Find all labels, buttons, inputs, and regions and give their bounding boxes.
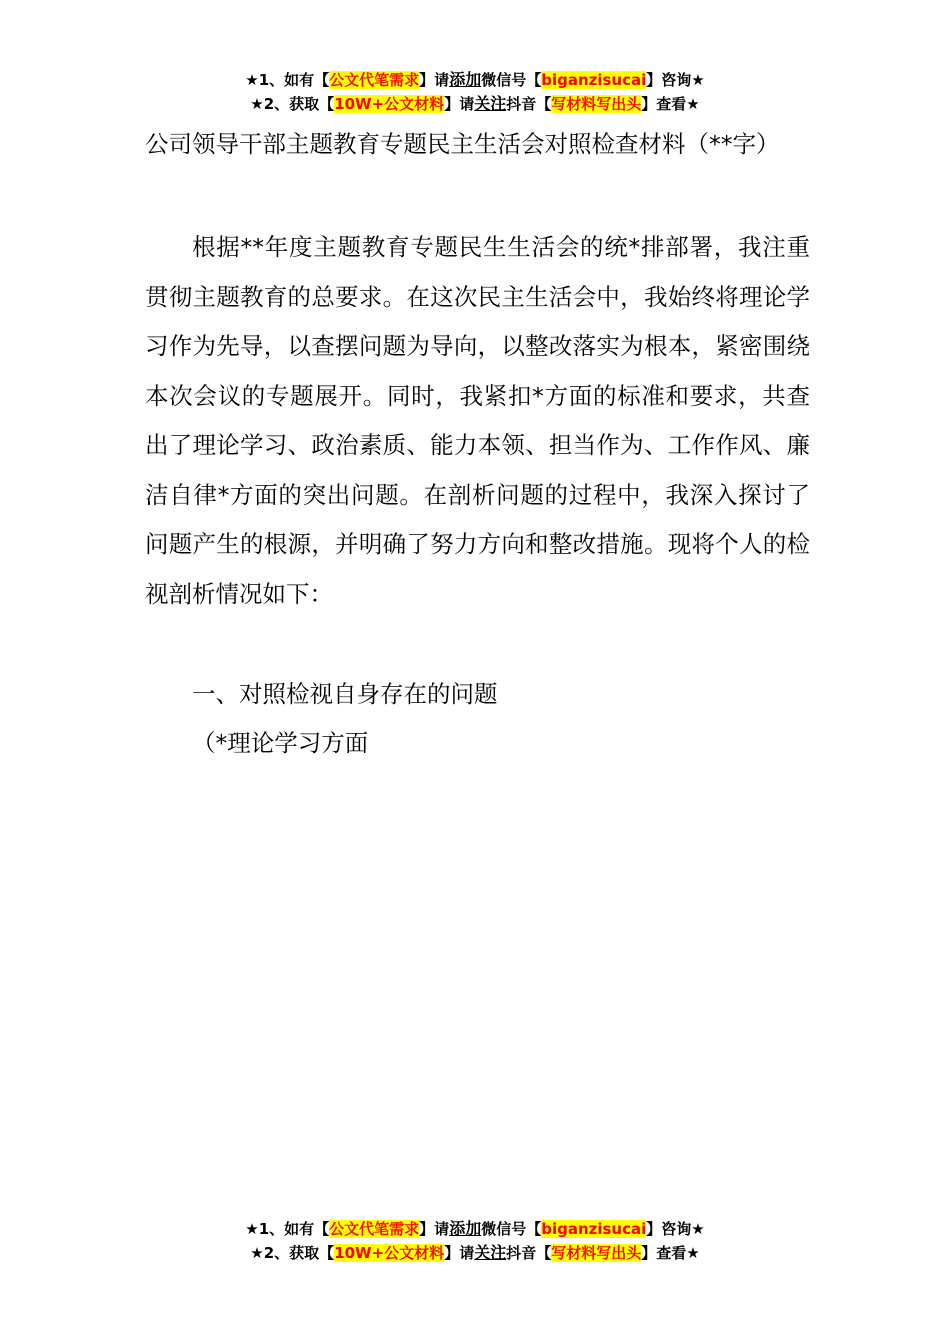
banner-douyin-name: 写材料写出头	[551, 95, 642, 113]
banner-line-1	[0, 68, 950, 92]
banner-text: 】请	[419, 71, 450, 89]
banner-text: 抖音【	[506, 1244, 552, 1262]
banner-emphasis: 添加	[449, 1219, 482, 1238]
intro-paragraph: 根据**年度主题教育专题民生生活会的统*排部署，我注重贯彻主题教育的总要求。在这次民主生活会中，我始终将理论学习作为先导，以查摆问题为导向，以整改落实为根本，紧密围绕本次会议的专题展开。同时，我紧扣*方面的标准和要求，共查出了理论学习、政治素质、能力本领、担当作为、工作作风、廉洁自律*方面的突出问题。在剖析问题的过程中，我深入探讨了问题产生的根源，并明确了努力方向和整改措施。现将个人的检视剖析情况如下：	[145, 233, 810, 608]
banner-wechat-id: biganzisucai	[541, 71, 647, 89]
banner-text: 】查看★	[641, 95, 700, 113]
banner-emphasis: 添加	[449, 70, 482, 89]
banner-highlight: 公文代笔需求	[329, 71, 420, 89]
banner-text: 】请	[444, 95, 475, 113]
top-banner	[0, 68, 950, 116]
banner-text: 微信号【	[481, 71, 542, 89]
subsection-heading: （*理论学习方面	[192, 729, 369, 757]
banner-text: 】请	[419, 1220, 450, 1238]
banner-text: 】请	[444, 1244, 475, 1262]
banner-text: 】查看★	[641, 1244, 700, 1262]
banner-highlight: 10W+公文材料	[334, 1244, 445, 1262]
document-title: 公司领导干部主题教育专题民主生活会对照检查材料（**字）	[145, 130, 780, 158]
banner-highlight: 公文代笔需求	[329, 1220, 420, 1238]
banner-wechat-id: biganzisucai	[541, 1220, 647, 1238]
banner-douyin-name: 写材料写出头	[551, 1244, 642, 1262]
banner-line-1	[0, 1217, 950, 1241]
banner-emphasis: 关注	[474, 94, 507, 113]
banner-text: ★1、如有【	[245, 1220, 330, 1238]
banner-highlight: 10W+公文材料	[334, 95, 445, 113]
banner-line-2	[0, 1241, 950, 1265]
banner-text: 抖音【	[506, 95, 552, 113]
banner-text: 】咨询★	[646, 71, 705, 89]
banner-text: 】咨询★	[646, 1220, 705, 1238]
banner-emphasis: 关注	[474, 1243, 507, 1262]
banner-text: 微信号【	[481, 1220, 542, 1238]
section-heading: 一、对照检视自身存在的问题	[192, 680, 498, 708]
banner-line-2	[0, 92, 950, 116]
banner-text: ★2、获取【	[250, 1244, 335, 1262]
banner-text: ★2、获取【	[250, 95, 335, 113]
bottom-banner	[0, 1217, 950, 1265]
banner-text: ★1、如有【	[245, 71, 330, 89]
